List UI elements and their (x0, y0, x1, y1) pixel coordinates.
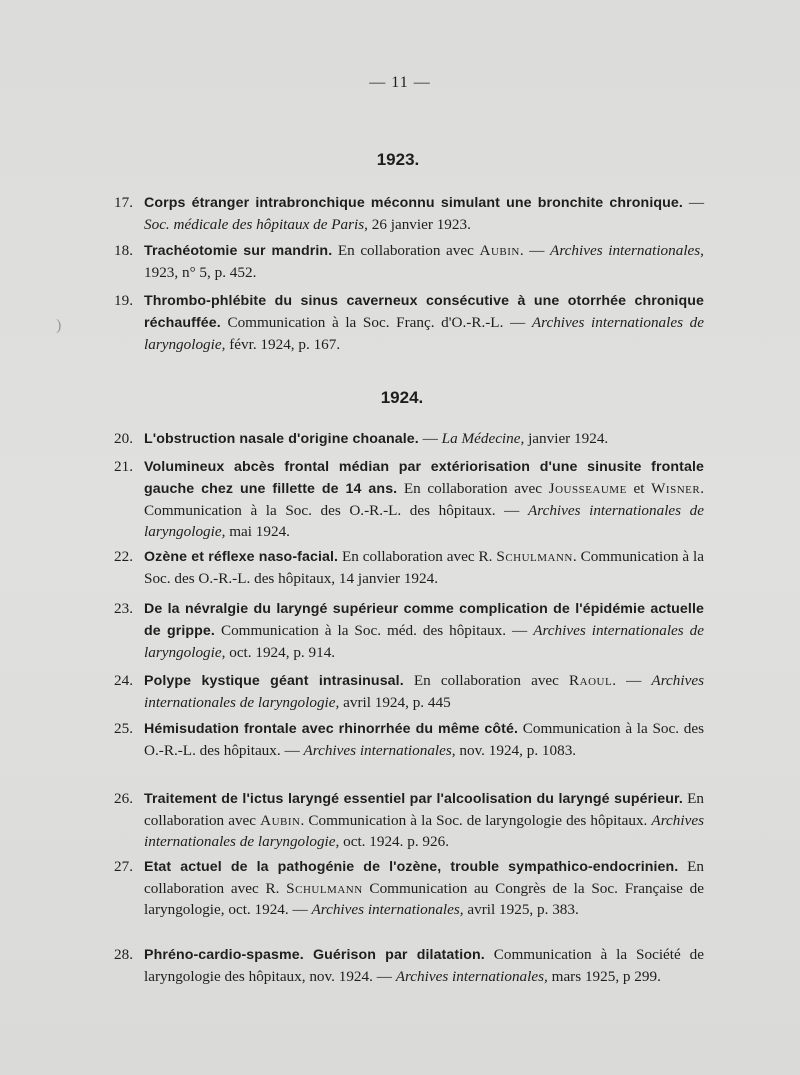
entry-number: 21. (114, 458, 133, 475)
entry-text: mars 1925, p 299. (547, 968, 661, 985)
entry-author: Wisner (651, 480, 701, 497)
entry-number: 17. (114, 194, 133, 211)
entry-text: Communication au Congrès de la Soc. Française de laryngologie, oct. 1924. — (144, 880, 704, 918)
entry-text: — (682, 194, 705, 211)
entry-text: et (626, 480, 652, 497)
entry-journal: Archives internationales de laryngologie, (144, 314, 704, 353)
entry-body (144, 546, 704, 589)
entry-body (144, 856, 704, 920)
entry-journal: Archives internationales, (303, 742, 456, 759)
bibliography-entry-23 (114, 598, 704, 663)
page-number: — 11 — (369, 74, 431, 91)
bibliography-entry-19 (114, 290, 704, 355)
entry-journal: Archives internationales de laryngologie, (144, 812, 704, 850)
entry-text: avril 1925, p. 383. (463, 901, 579, 918)
entry-body (144, 788, 704, 852)
entry-journal: Archives internationales, (395, 968, 548, 985)
entry-body (144, 456, 704, 542)
entry-text: En collaboration avec R. (144, 858, 704, 897)
entry-title: De la névralgie du laryngé supérieur comme complication de l'épidémie actuelle de grippe. (144, 601, 704, 639)
entry-body (144, 598, 704, 663)
entry-title: Ozène et réflexe naso-facial. (144, 549, 339, 565)
entry-number: 18. (114, 242, 133, 259)
entry-text: En collaboration avec (332, 242, 480, 259)
entry-journal: Soc. médicale des hôpitaux de Paris, (144, 216, 368, 233)
entry-title: Volumineux abcès frontal médian par extériorisation d'une sinusite frontale gauche chez une fillette de 14 ans. (144, 459, 704, 497)
entry-number: 23. (114, 600, 133, 617)
entry-number: 27. (114, 858, 133, 875)
section-heading-1923: 1923. (376, 150, 420, 169)
entry-author: Aubin (479, 242, 520, 259)
entry-journal: Archives internationales de laryngologie, (144, 622, 704, 661)
entry-body (144, 428, 704, 450)
entry-text: avril 1924, p. 445 (339, 694, 451, 711)
entry-author: Jousseaume (548, 480, 627, 497)
entry-text: . Communication à la Soc. de laryngologie des hôpitaux. (300, 812, 652, 829)
entry-body (144, 290, 704, 355)
bibliography-entry-26 (114, 788, 704, 852)
entry-text: Communication à la Soc. des O.-R.-L. des hôpitaux. — (144, 720, 704, 759)
entry-text: mai 1924. (225, 523, 290, 540)
entry-text: — (418, 430, 442, 447)
entry-text: En collaboration avec (144, 790, 704, 829)
entry-body (144, 670, 704, 713)
entry-number: 19. (114, 292, 133, 309)
entry-journal: La Médecine, (441, 430, 525, 447)
bibliography-entry-22 (114, 546, 704, 589)
margin-mark: ) (56, 317, 62, 334)
bibliography-entry-24 (114, 670, 704, 713)
entry-body (144, 944, 704, 987)
bibliography-entry-20 (114, 428, 704, 450)
entry-number: 22. (114, 548, 133, 565)
entry-title: Trachéotomie sur mandrin. (144, 243, 333, 259)
entry-author: Aubin (260, 812, 301, 829)
entry-body (144, 240, 704, 283)
entry-text: Communication à la Soc. Franç. d'O.-R.-L. — (220, 314, 532, 331)
entry-title: Traitement de l'ictus laryngé essentiel par l'alcoolisation du laryngé supérieur. (144, 791, 683, 807)
entry-text: 26 janvier 1923. (367, 216, 471, 233)
entry-title: Phréno-cardio-spasme. Guérison par dilatation. (144, 947, 485, 963)
entry-number: 20. (114, 430, 133, 447)
entry-title: Polype kystique géant intrasinusal. (144, 673, 404, 689)
entry-text: En collaboration avec R. (338, 548, 497, 565)
entry-journal: Archives internationales, (550, 242, 704, 259)
entry-text: oct. 1924. p. 926. (339, 833, 449, 850)
entry-journal: Archives internationales de laryngologie, (144, 672, 704, 711)
bibliography-entry-17 (114, 192, 704, 235)
entry-body (144, 192, 704, 235)
entry-number: 24. (114, 672, 133, 689)
entry-title: Etat actuel de la pathogénie de l'ozène, trouble sympathico-endocrinien. (144, 859, 679, 875)
entry-text: Communication à la Soc. méd. des hôpitaux. — (214, 622, 534, 639)
entry-author: Schulmann (286, 880, 363, 897)
bibliography-entry-28 (114, 944, 704, 987)
entry-title: L'obstruction nasale d'origine choanale. (144, 431, 419, 447)
section-heading-1924: 1924. (380, 388, 424, 407)
bibliography-entry-21 (114, 456, 704, 542)
entry-text: En collaboration avec (403, 672, 570, 689)
entry-text: Communication à la Société de laryngologie des hôpitaux, nov. 1924. — (144, 946, 704, 985)
entry-text: oct. 1924, p. 914. (225, 644, 336, 661)
entry-text: nov. 1924, p. 1083. (455, 742, 577, 759)
entry-author: Schulmann (496, 548, 573, 565)
entry-title: Thrombo-phlébite du sinus caverneux consécutive à une otorrhée chronique réchauffée. (144, 293, 704, 331)
entry-text: . — (612, 672, 652, 689)
entry-body (144, 718, 704, 761)
entry-text: . — (519, 242, 551, 259)
entry-title: Hémisudation frontale avec rhinorrhée du même côté. (144, 721, 519, 737)
entry-text: En collaboration avec (397, 480, 549, 497)
entry-number: 25. (114, 720, 133, 737)
entry-title: Corps étranger intrabronchique méconnu simulant une bronchite chronique. (144, 195, 683, 211)
bibliography-entry-25 (114, 718, 704, 761)
entry-number: 26. (114, 790, 133, 807)
entry-text: janvier 1924. (524, 430, 609, 447)
entry-journal: Archives internationales de laryngologie, (144, 502, 704, 540)
entry-journal: Archives internationales, (311, 901, 464, 918)
entry-text: . Communication à la Soc. des O.-R.-L. des hôpitaux, 14 janvier 1924. (144, 548, 704, 587)
entry-number: 28. (114, 946, 133, 963)
entry-text: févr. 1924, p. 167. (225, 336, 341, 353)
entry-text: . Communication à la Soc. des O.-R.-L. des hôpitaux. — (144, 480, 704, 519)
entry-text: 1923, n° 5, p. 452. (144, 264, 257, 281)
entry-author: Raoul (569, 672, 613, 689)
bibliography-entry-18 (114, 240, 704, 283)
bibliography-entry-27 (114, 856, 704, 920)
